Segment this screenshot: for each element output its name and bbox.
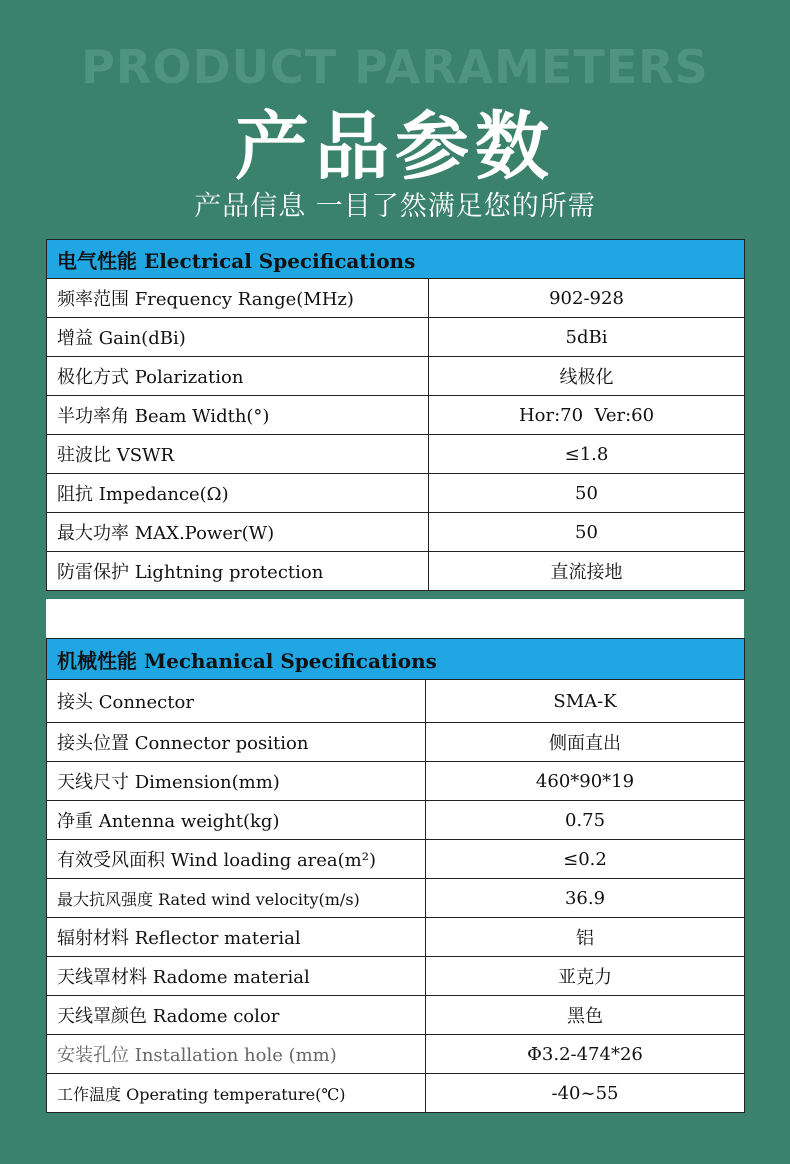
spec-value: Φ3.2-474*26 — [426, 1035, 745, 1074]
spec-value: 5dBi — [429, 318, 745, 357]
spec-key: 天线尺寸 Dimension(mm) — [47, 762, 426, 801]
spec-key: 阻抗 Impedance(Ω) — [47, 474, 429, 513]
table-row — [47, 723, 745, 762]
page-title: 产品参数 — [235, 104, 555, 190]
table-row — [47, 996, 745, 1035]
table-row — [47, 879, 745, 918]
mechanical-heading: 机械性能 Mechanical Specifications — [47, 639, 745, 680]
table-row — [47, 396, 745, 435]
spec-key: 接头 Connector — [47, 680, 426, 723]
spec-key: 天线罩颜色 Radome color — [47, 996, 426, 1035]
spec-value: 460*90*19 — [426, 762, 745, 801]
table-row — [47, 279, 745, 318]
header — [0, 0, 790, 240]
table-gap — [46, 599, 744, 638]
spec-key: 净重 Antenna weight(kg) — [47, 801, 426, 840]
spec-key: 增益 Gain(dBi) — [47, 318, 429, 357]
spec-key: 最大抗风强度 Rated wind velocity(m/s) — [47, 879, 426, 918]
spec-key: 防雷保护 Lightning protection — [47, 552, 429, 591]
table-row — [47, 513, 745, 552]
table-row — [47, 957, 745, 996]
spec-value: 0.75 — [426, 801, 745, 840]
spec-key: 辐射材料 Reflector material — [47, 918, 426, 957]
spec-key: 接头位置 Connector position — [47, 723, 426, 762]
background-heading: PRODUCT PARAMETERS — [81, 40, 709, 94]
table-row — [47, 762, 745, 801]
spec-value: 50 — [429, 474, 745, 513]
table-row — [47, 840, 745, 879]
spec-value: 亚克力 — [426, 957, 745, 996]
table-row — [47, 435, 745, 474]
spec-key: 工作温度 Operating temperature(℃) — [47, 1074, 426, 1113]
electrical-heading: 电气性能 Electrical Specifications — [47, 240, 745, 279]
spec-value: -40~55 — [426, 1074, 745, 1113]
table-row — [47, 918, 745, 957]
spec-key: 有效受风面积 Wind loading area(m²) — [47, 840, 426, 879]
spec-value: Hor:70 Ver:60 — [429, 396, 745, 435]
table-row — [47, 318, 745, 357]
table-row — [47, 1074, 745, 1113]
spec-key: 驻波比 VSWR — [47, 435, 429, 474]
spec-value: 线极化 — [429, 357, 745, 396]
spec-key: 极化方式 Polarization — [47, 357, 429, 396]
spec-value: 直流接地 — [429, 552, 745, 591]
spec-value: 黑色 — [426, 996, 745, 1035]
spec-key: 天线罩材料 Radome material — [47, 957, 426, 996]
mechanical-spec-table — [46, 638, 744, 1113]
electrical-spec-table — [46, 239, 744, 591]
spec-value: 36.9 — [426, 879, 745, 918]
spec-key: 频率范围 Frequency Range(MHz) — [47, 279, 429, 318]
table-row — [47, 680, 745, 723]
spec-key: 半功率角 Beam Width(°) — [47, 396, 429, 435]
spec-key: 安装孔位 Installation hole (mm) — [47, 1035, 426, 1074]
page-subtitle: 产品信息 一目了然满足您的所需 — [194, 191, 596, 222]
spec-value: ≤1.8 — [429, 435, 745, 474]
spec-value: SMA-K — [426, 680, 745, 723]
spec-value: 侧面直出 — [426, 723, 745, 762]
spec-value: 50 — [429, 513, 745, 552]
spec-key: 最大功率 MAX.Power(W) — [47, 513, 429, 552]
table-row — [47, 801, 745, 840]
table-row — [47, 357, 745, 396]
table-row — [47, 552, 745, 591]
table-row — [47, 474, 745, 513]
spec-value: 铝 — [426, 918, 745, 957]
spec-value: 902-928 — [429, 279, 745, 318]
spec-value: ≤0.2 — [426, 840, 745, 879]
table-row — [47, 1035, 745, 1074]
